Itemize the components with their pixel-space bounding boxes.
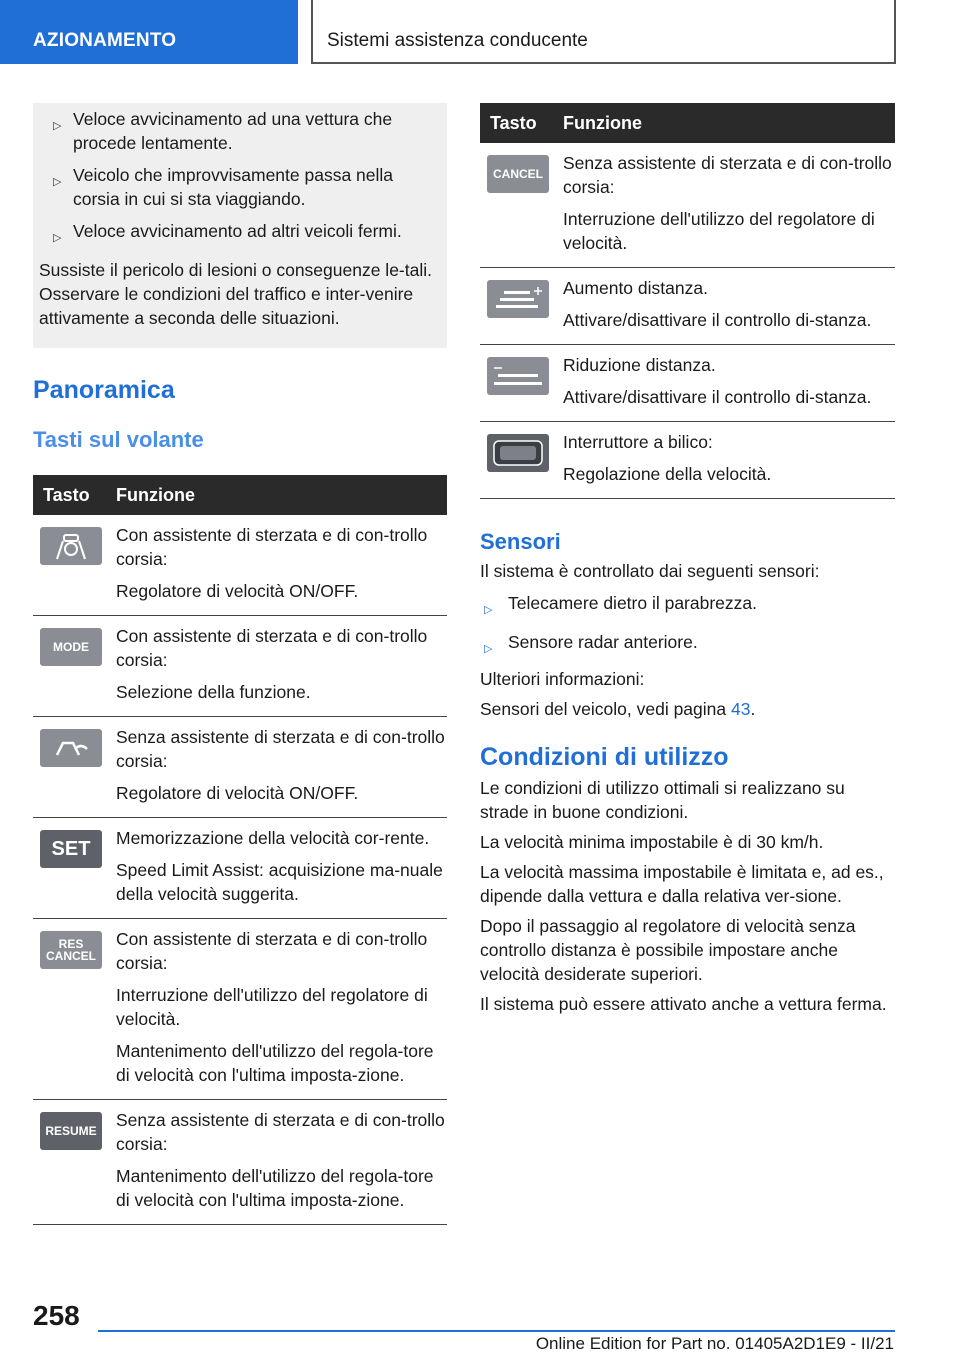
mode-key-icon: MODE [40,628,102,666]
left-column [33,103,447,1225]
table-row: RESUME Senza assistente di sterzata e di con-trollo corsia: Mantenimento dell'utilizzo del regola-tore di velocità con l'ultima imposta-zione. [33,1100,447,1225]
cancel-key-icon: CANCEL [487,155,549,193]
res-cancel-key-icon: RES CANCEL [40,931,102,969]
table-header: Tasto Funzione [480,103,895,143]
triangle-bullet-icon: ▷ [53,232,62,244]
right-column [480,103,895,1016]
warning-bullet: ▷ Veicolo che improvvisamente passa nella corsia in cui si sta viaggiando. [39,163,441,211]
table-row: CANCEL Senza assistente di sterzata e di con-trollo corsia: Interruzione dell'utilizzo del regolatore di velocità. [480,143,895,268]
paragraph: La velocità massima impostabile è limitata e, ad es., dipende dalla vettura e dalla relativa ver-sione. [480,862,884,906]
page-number: 258 [33,1300,80,1331]
table-header: Tasto Funzione [33,475,447,515]
paragraph: Il sistema può essere attivato anche a vettura ferma. [480,994,887,1014]
table-row: Senza assistente di sterzata e di con-trollo corsia: Regolatore di velocità ON/OFF. [33,717,447,818]
control-keys-table [480,103,895,499]
table-row: Interruttore a bilico: Regolazione della velocità. [480,422,895,499]
steering-assist-icon [40,527,102,565]
warning-box [33,103,447,348]
resume-key-icon: RESUME [40,1112,102,1150]
more-info-label: Ulteriori informazioni: [480,669,645,689]
sensori-intro: Il sistema è controllato dai seguenti sensori: [480,561,820,581]
chapter-title: Sistemi assistenza conducente [311,0,896,64]
set-key-icon: SET [40,830,102,868]
triangle-bullet-icon: ▷ [53,176,62,188]
table-row: RES CANCEL Con assistente di sterzata e di con-trollo corsia: Interruzione dell'utilizzo del regolatore di velocità. Mantenimento dell'utilizzo del regola-tore di velocità con l'ultima imposta-zione. [33,919,447,1100]
table-row: Riduzione distanza. Attivare/disattivare il controllo di-stanza. [480,345,895,422]
sensori-reference: Sensori del veicolo, vedi pagina 43. [480,699,756,719]
steering-keys-heading: Tasti sul volante [33,427,204,452]
paragraph: Dopo il passaggio al regolatore di velocità senza controllo distanza è possibile impostare anche velocità desiderate superiori. [480,916,856,984]
list-item: ▷ Sensore radar anteriore. [480,630,895,661]
rocker-switch-icon [487,434,549,472]
table-row: Con assistente di sterzata e di con-trollo corsia: Regolatore di velocità ON/OFF. [33,515,447,616]
triangle-bullet-icon: ▷ [484,604,493,616]
distance-decrease-icon [487,357,549,395]
section-tab: AZIONAMENTO [0,0,298,64]
sensori-heading: Sensori [480,529,561,554]
warning-text: Sussiste il pericolo di lesioni o conseguenze le-tali. Osservare le condizioni del traffico e inter-venire attivamente a seconda delle situazioni. [39,260,432,328]
cruise-onoff-icon [40,729,102,767]
table-row: MODE Con assistente di sterzata e di con-trollo corsia: Selezione della funzione. [33,616,447,717]
panoramica-heading: Panoramica [33,376,175,404]
table-row: SET Memorizzazione della velocità cor-rente. Speed Limit Assist: acquisizione ma-nuale della velocità suggerita. [33,818,447,919]
paragraph: La velocità minima impostabile è di 30 km/h. [480,832,824,852]
edition-text: Online Edition for Part no. 01405A2D1E9 - II/21 [535,1334,894,1353]
triangle-bullet-icon: ▷ [484,643,493,655]
table-row: Aumento distanza. Attivare/disattivare il controllo di-stanza. [480,268,895,345]
footer-divider [98,1330,895,1332]
distance-increase-icon [487,280,549,318]
triangle-bullet-icon: ▷ [53,120,62,132]
page-link[interactable]: 43 [731,699,751,719]
paragraph: Le condizioni di utilizzo ottimali si realizzano su strade in buone condizioni. [480,778,845,822]
condizioni-heading: Condizioni di utilizzo [480,743,729,771]
list-item: ▷ Telecamere dietro il parabrezza. [480,591,895,622]
warning-bullet: ▷ Veloce avvicinamento ad una vettura che procede lentamente. [39,107,441,155]
warning-bullet: ▷ Veloce avvicinamento ad altri veicoli fermi. [39,219,441,250]
steering-keys-table [33,475,447,1225]
